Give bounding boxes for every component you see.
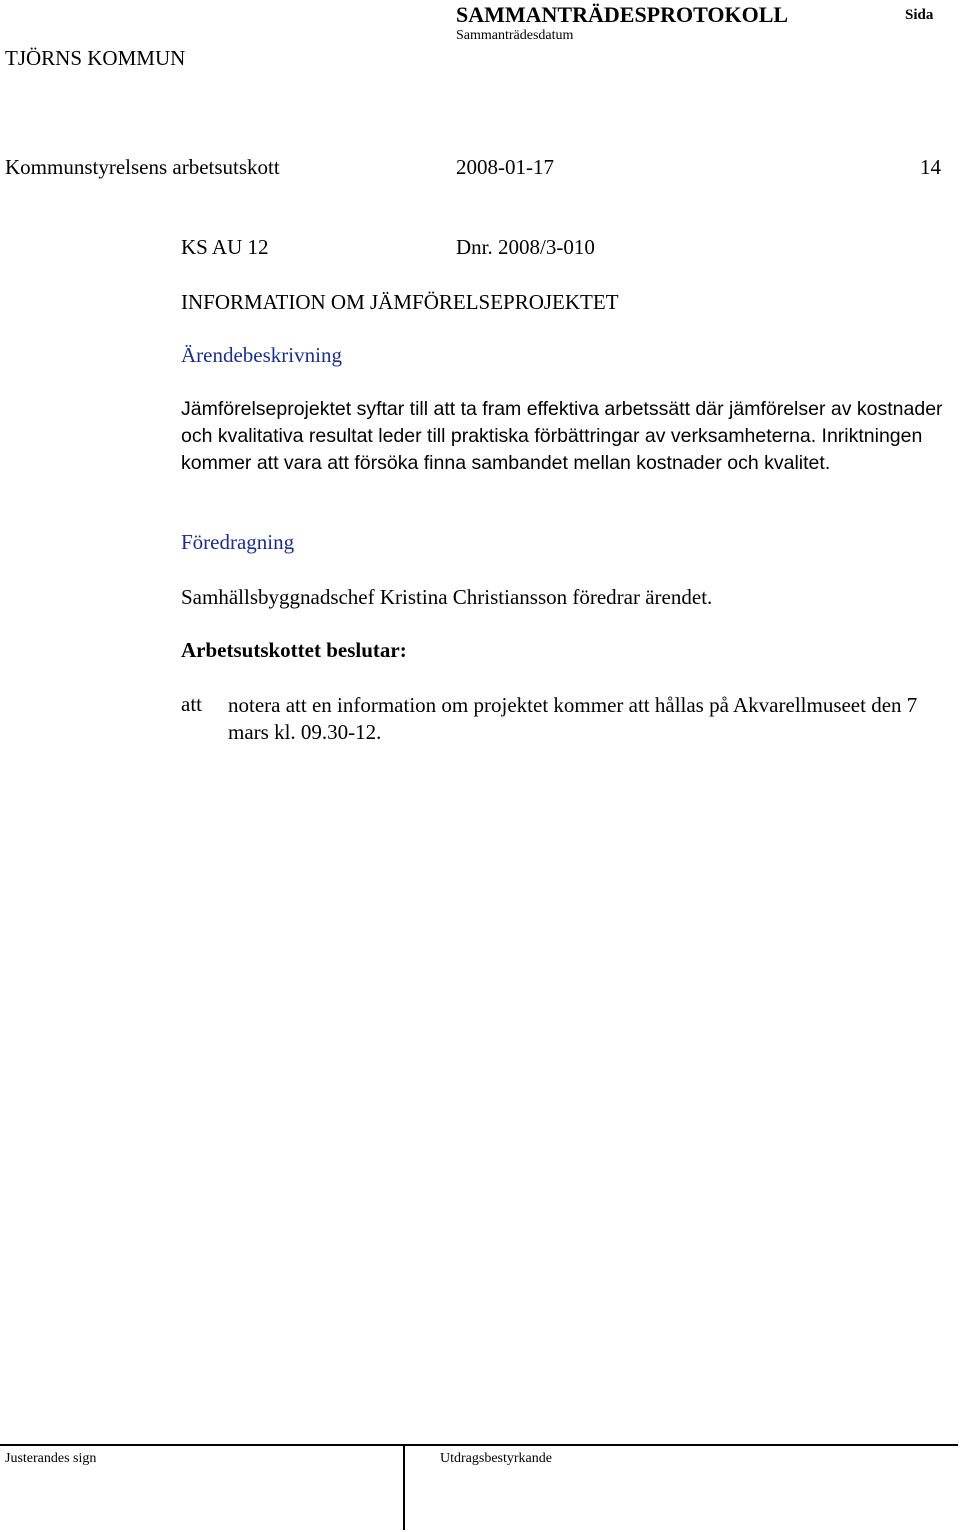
decision-heading: Arbetsutskottet beslutar: — [181, 638, 407, 662]
meeting-date: 2008-01-17 — [456, 155, 554, 179]
committee-name: Kommunstyrelsens arbetsutskott — [5, 155, 280, 179]
footer-column-divider — [403, 1444, 405, 1530]
description-heading: Ärendebeskrivning — [181, 343, 342, 367]
case-number: KS AU 12 — [181, 235, 269, 259]
case-title: INFORMATION OM JÄMFÖRELSEPROJEKTET — [181, 290, 619, 314]
organization-name: TJÖRNS KOMMUN — [5, 46, 186, 70]
description-text: Jämförelseprojektet syftar till att ta fram effektiva arbetssätt där jämförelser av kostnader och kvalitativa resultat leder till praktiska förbättringar av verksamheterna. Inriktningen kommer att vara att försöka finna sambandet mellan kostnader och kvalitet. — [181, 398, 943, 474]
decision-text: notera att en information om projektet kommer att hållas på Akvarellmuseet den 7 mars kl. 09.30-12. — [228, 693, 918, 744]
presentation-heading: Föredragning — [181, 530, 295, 554]
protocol-title: SAMMANTRÄDESPROTOKOLL — [456, 2, 789, 27]
footer-signature-label: Justerandes sign — [5, 1451, 97, 1466]
footer-certification-label: Utdragsbestyrkande — [440, 1451, 552, 1466]
meeting-date-label: Sammanträdesdatum — [456, 28, 574, 43]
footer-divider — [0, 1444, 958, 1446]
page-label: Sida — [905, 7, 934, 23]
decision-key: att — [181, 692, 202, 716]
presentation-text: Samhällsbyggnadschef Kristina Christiansson föredrar ärendet. — [181, 585, 713, 609]
page-number: 14 — [920, 155, 941, 179]
case-dnr: Dnr. 2008/3-010 — [456, 235, 595, 259]
